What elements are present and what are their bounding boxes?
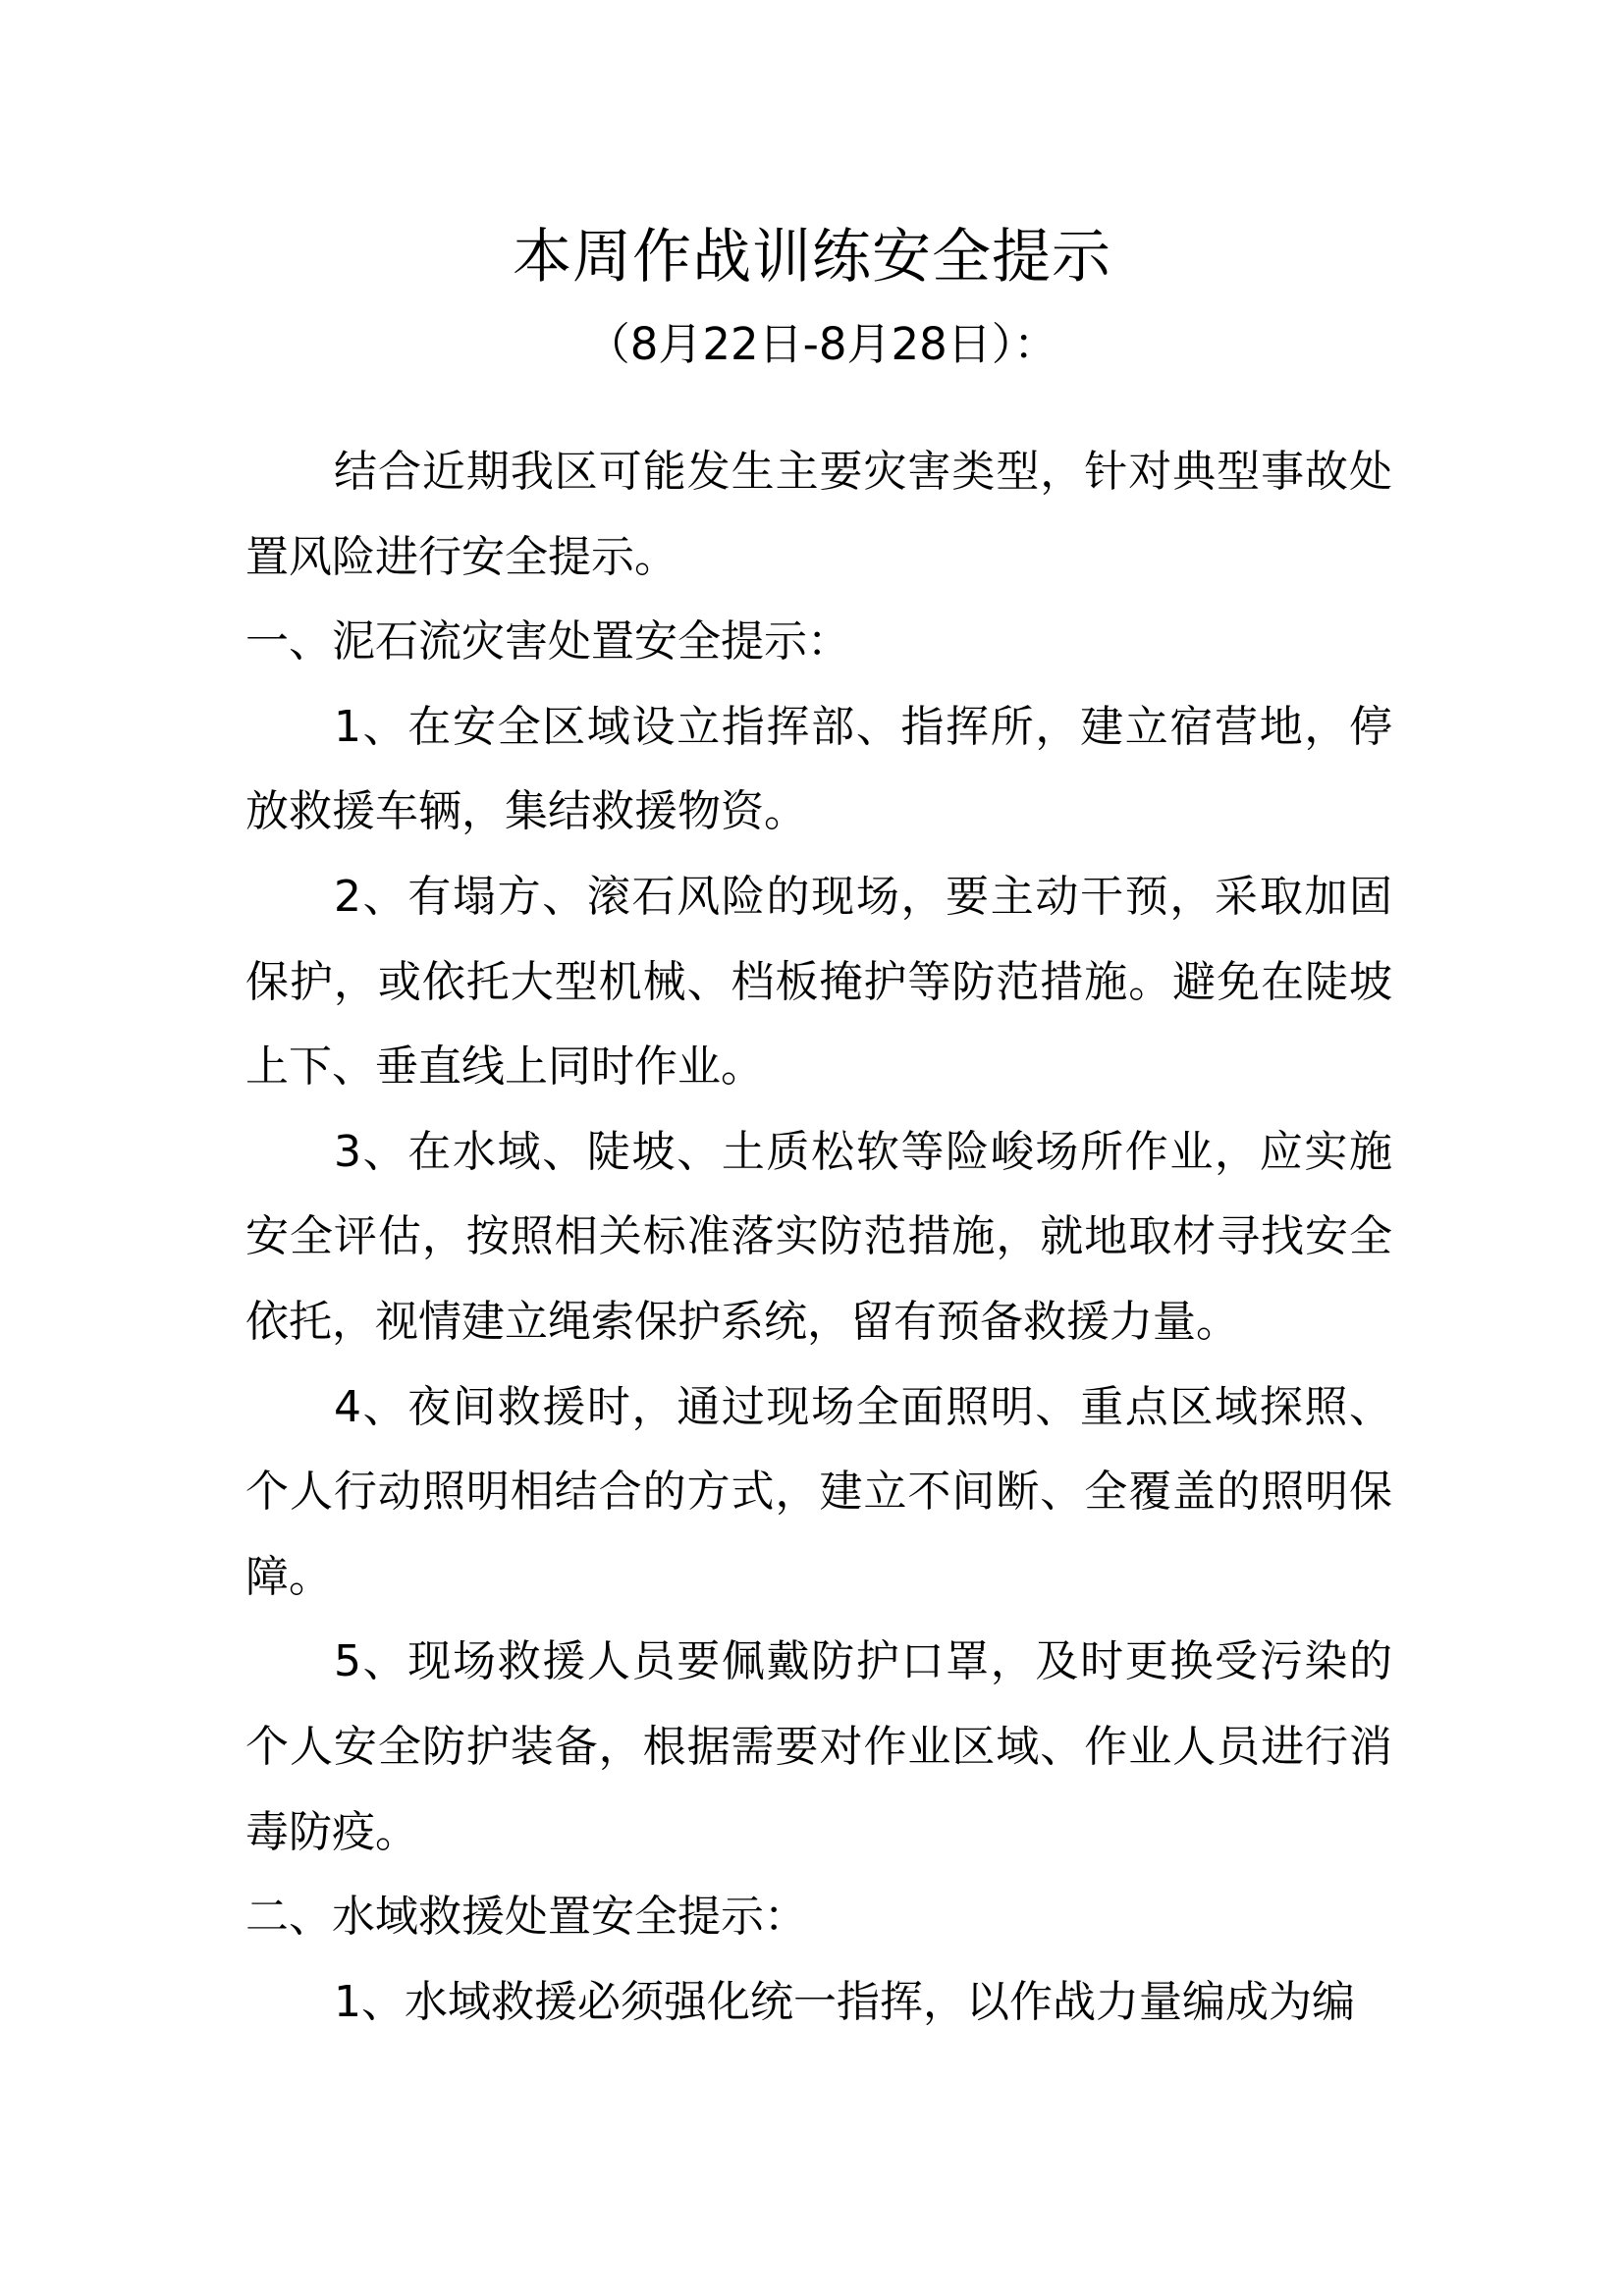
section-heading-water-rescue: 二、水域救援处置安全提示： bbox=[245, 1892, 807, 1943]
section-heading-mudslide: 一、泥石流灾害处置安全提示： bbox=[245, 616, 850, 667]
section1-item: 5、现场救援人员要佩戴防护口罩，及时更换受污染的个人安全防护装备，根据需要对作业区域、作业人员进行消毒防疫。 bbox=[245, 1636, 1392, 1857]
section2-item: 1、水域救援必须强化统一指挥，以作战力量编成为编 bbox=[334, 1976, 1355, 2027]
document-date-range: （8月22日-8月28日）： bbox=[585, 318, 1058, 370]
section1-item: 1、在安全区域设立指挥部、指挥所，建立宿营地，停放救援车辆，集结救援物资。 bbox=[245, 701, 1392, 837]
section1-item: 3、在水域、陡坡、土质松软等险峻场所作业，应实施安全评估，按照相关标准落实防范措施，就地取材寻找安全依托，视情建立绳索保护系统，留有预备救援力量。 bbox=[245, 1126, 1392, 1347]
document-body bbox=[245, 430, 1392, 2045]
section1-item: 4、夜间救援时，通过现场全面照明、重点区域探照、个人行动照明相结合的方式，建立不间断、全覆盖的照明保障。 bbox=[245, 1381, 1392, 1602]
section1-item: 2、有塌方、滚石风险的现场，要主动干预，采取加固保护，或依托大型机械、档板掩护等防范措施。避免在陡坡上下、垂直线上同时作业。 bbox=[245, 871, 1392, 1093]
document-title: 本周作战训练安全提示 bbox=[513, 223, 1111, 292]
intro-paragraph: 结合近期我区可能发生主要灾害类型，针对典型事故处置风险进行安全提示。 bbox=[245, 447, 1392, 582]
